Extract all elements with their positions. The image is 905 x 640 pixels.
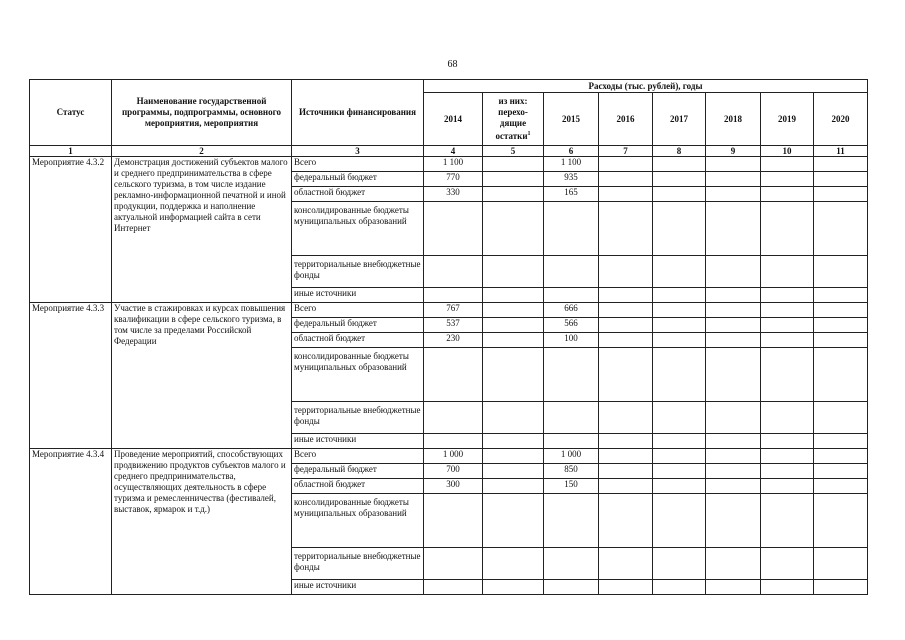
source-label: федеральный бюджет: [292, 172, 424, 187]
activity-status: Мероприятие 4.3.4: [30, 449, 112, 595]
source-label: иные источники: [292, 288, 424, 303]
value-2014: 330: [424, 187, 483, 202]
header-status: Статус: [30, 80, 112, 146]
column-number: 6: [544, 146, 599, 157]
source-label: Всего: [292, 157, 424, 172]
value-2015: 850: [544, 464, 599, 479]
activity-name: Демонстрация достижений субъектов малого и среднего предпринимательства в сфере сельского туризма, в том числе издание рекламно-информационной печатной и иной продукции, поддержка и наполнение актуальной информацией сайта в сети Интернет: [112, 157, 292, 303]
page-number: 68: [447, 59, 458, 70]
table-row: [30, 449, 868, 464]
column-number: 4: [424, 146, 483, 157]
value-2014: 700: [424, 464, 483, 479]
activity-status: Мероприятие 4.3.3: [30, 303, 112, 449]
source-label: Всего: [292, 303, 424, 318]
value-2015: 1 000: [544, 449, 599, 464]
column-number: 9: [706, 146, 761, 157]
source-label: федеральный бюджет: [292, 318, 424, 333]
footnote-mark: 1: [527, 131, 531, 137]
value-2015: 935: [544, 172, 599, 187]
value-2015: 100: [544, 333, 599, 348]
source-label: иные источники: [292, 434, 424, 449]
header-sources: Источники финансирования: [292, 80, 424, 146]
value-2015: 1 100: [544, 157, 599, 172]
header-2016: 2016: [599, 93, 653, 146]
value-2015: 150: [544, 479, 599, 494]
header-2017: 2017: [653, 93, 706, 146]
table-row: [30, 157, 868, 172]
table-row: [30, 303, 868, 318]
value-2014: 537: [424, 318, 483, 333]
column-number: 8: [653, 146, 706, 157]
value-2015: 566: [544, 318, 599, 333]
source-label: территориальные внебюджетные фонды: [292, 548, 424, 580]
header-2019: 2019: [761, 93, 814, 146]
value-2014: 1 000: [424, 449, 483, 464]
header-carryover: [483, 93, 544, 146]
column-number: 7: [599, 146, 653, 157]
source-label: областной бюджет: [292, 187, 424, 202]
column-number: 2: [112, 146, 292, 157]
source-label: консолидированные бюджеты муниципальных образований: [292, 348, 424, 402]
value-2015: 165: [544, 187, 599, 202]
source-label: областной бюджет: [292, 479, 424, 494]
header-carryover-text: из них: перехо- дящие остатки: [495, 96, 528, 141]
value-2014: 300: [424, 479, 483, 494]
header-2018: 2018: [706, 93, 761, 146]
activity-name: Проведение мероприятий, способствующих продвижению продуктов субъектов малого и среднего предпринимательства, осуществляющих деятельность в сфере туризма и ремесленничества (фестивалей, выставок, ярмарок и т.д.): [112, 449, 292, 595]
column-number: 3: [292, 146, 424, 157]
source-label: областной бюджет: [292, 333, 424, 348]
source-label: консолидированные бюджеты муниципальных образований: [292, 202, 424, 256]
column-numbers-row: [30, 146, 868, 157]
column-number: 10: [761, 146, 814, 157]
header-2015: 2015: [544, 93, 599, 146]
budget-table: [29, 79, 868, 595]
value-2014: 230: [424, 333, 483, 348]
activity-name: Участие в стажировках и курсах повышения квалификации в сфере сельского туризма, в том числе за пределами Российской Федерации: [112, 303, 292, 449]
column-number: 5: [483, 146, 544, 157]
activity-status: Мероприятие 4.3.2: [30, 157, 112, 303]
source-label: консолидированные бюджеты муниципальных образований: [292, 494, 424, 548]
value-2014: 770: [424, 172, 483, 187]
source-label: иные источники: [292, 580, 424, 595]
header-name: Наименование государственной программы, подпрограммы, основного мероприятия, мероприятия: [112, 80, 292, 146]
header-expenses: Расходы (тыс. рублей), годы: [424, 80, 868, 93]
value-2014: 1 100: [424, 157, 483, 172]
header-2014: 2014: [424, 93, 483, 146]
source-label: федеральный бюджет: [292, 464, 424, 479]
source-label: территориальные внебюджетные фонды: [292, 402, 424, 434]
source-label: территориальные внебюджетные фонды: [292, 256, 424, 288]
value-2015: 666: [544, 303, 599, 318]
value-2014: 767: [424, 303, 483, 318]
column-number: 1: [30, 146, 112, 157]
source-label: Всего: [292, 449, 424, 464]
column-number: 11: [814, 146, 868, 157]
header-2020: 2020: [814, 93, 868, 146]
